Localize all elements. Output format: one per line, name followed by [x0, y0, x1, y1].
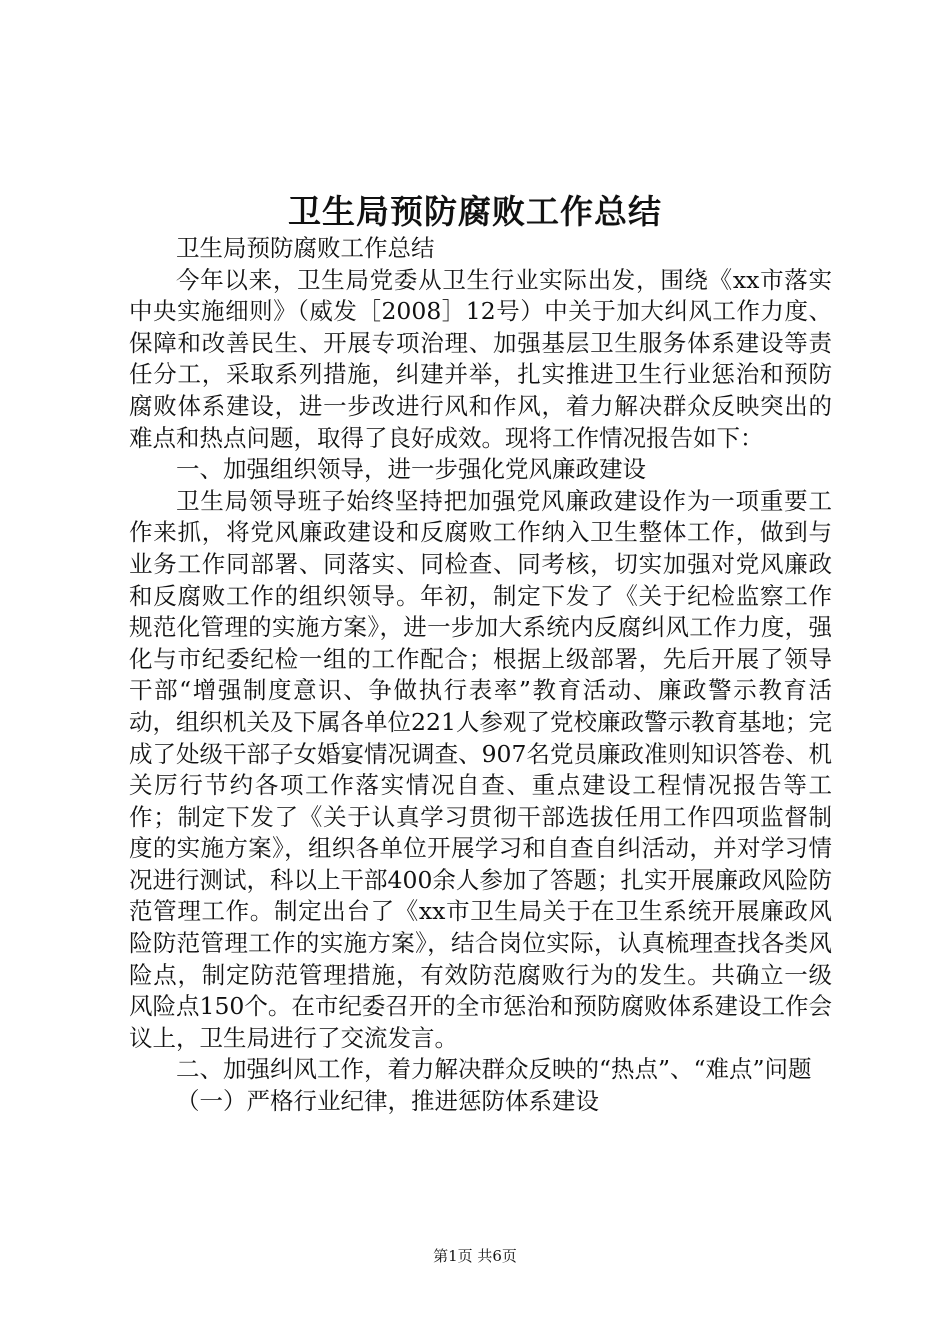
document-body: [129, 233, 832, 1118]
paragraph-intro: 今年以来，卫生局党委从卫生行业实际出发，围绕《xx市落实中央实施细则》（威发［2008］12号）中关于加大纠风工作力度、保障和改善民生、开展专项治理、加强基层卫生服务体系建设等责任分工，采取系列措施，纠建并举，扎实推进卫生行业惩治和预防腐败体系建设，进一步改进行风和作风，着力解决群众反映突出的难点和热点问题，取得了良好成效。现将工作情况报告如下：: [129, 265, 832, 452]
paragraph-section-1: 卫生局领导班子始终坚持把加强党风廉政建设作为一项重要工作来抓，将党风廉政建设和反腐败工作纳入卫生整体工作，做到与业务工作同部署、同落实、同检查、同考核，切实加强对党风廉政和反腐败工作的组织领导。年初，制定下发了《关于纪检监察工作规范化管理的实施方案》，进一步加大系统内反腐纠风工作力度，强化与市纪委纪检一组的工作配合；根据上级部署，先后开展了领导干部“增强制度意识、争做执行表率”教育活动、廉政警示教育活动，组织机关及下属各单位221人参观了党校廉政警示教育基地；完成了处级干部子女婚宴情况调查、907名党员廉政准则知识答卷、机关厉行节约各项工作落实情况自查、重点建设工程情况报告等工作；制定下发了《关于认真学习贯彻干部选拔任用工作四项监督制度的实施方案》，组织各单位开展学习和自查自纠活动，并对学习情况进行测试，科以上干部400余人参加了答题；扎实开展廉政风险防范管理工作。制定出台了《xx市卫生局关于在卫生系统开展廉政风险防范管理工作的实施方案》，结合岗位实际，认真梳理查找各类风险点，制定防范管理措施，有效防范腐败行为的发生。共确立一级风险点150个。在市纪委召开的全市惩治和预防腐败体系建设工作会议上，卫生局进行了交流发言。: [129, 486, 832, 1052]
section-heading-1: 一、加强组织领导，进一步强化党风廉政建设: [176, 455, 646, 484]
page-number-footer: 第1页 共6页: [433, 1247, 517, 1265]
subsection-heading-1: （一）严格行业纪律，推进惩防体系建设: [176, 1087, 599, 1116]
section-heading-2: 二、加强纠风工作，着力解决群众反映的“热点”、“难点”问题: [176, 1055, 812, 1084]
document-title: 卫生局预防腐败工作总结: [288, 192, 662, 231]
paragraph-subtitle: 卫生局预防腐败工作总结: [176, 234, 435, 262]
